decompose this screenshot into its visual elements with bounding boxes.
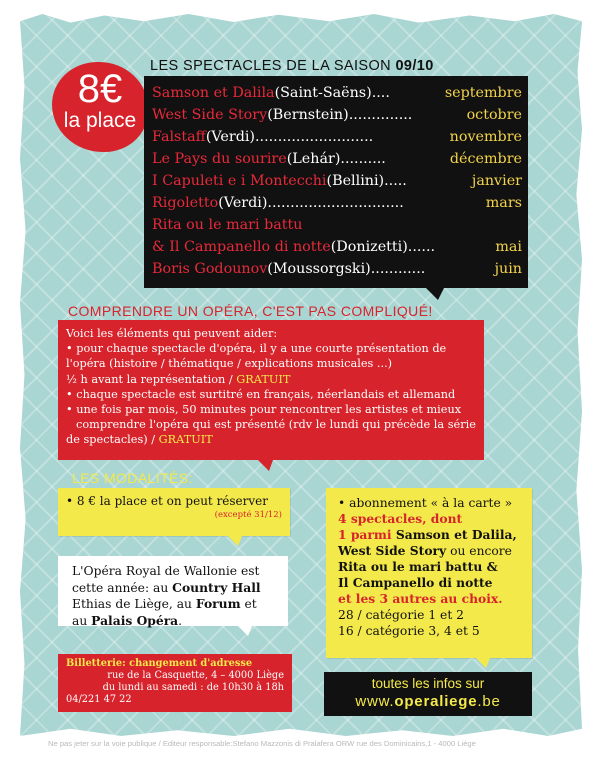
- comprendre-line: • pour chaque spectacle d'opéra, il y a une courte présentation de: [66, 342, 447, 356]
- shows-list: [144, 76, 528, 288]
- abonnement-box: [326, 488, 532, 658]
- show-name: Boris Godounov: [152, 261, 268, 277]
- website-prefix: www.: [355, 693, 395, 710]
- show-dots: ..........: [340, 151, 386, 167]
- show-name: West Side Story: [152, 107, 268, 123]
- show-month: juin: [494, 261, 522, 277]
- show-name: I Capuleti e i Montecchi: [152, 173, 327, 189]
- show-composer: (Lehár): [286, 151, 341, 167]
- show-row: [152, 214, 522, 236]
- website-name: operaliege: [394, 693, 478, 710]
- show-dots: ......: [407, 239, 436, 255]
- show-month: septembre: [444, 85, 522, 101]
- comprendre-line: comprendre l'opéra qui est présenté (rdv le lundi qui précède la série: [76, 418, 476, 432]
- show-row: [152, 192, 522, 214]
- footer-legal: Ne pas jeter sur la voie publique / Editeur responsable:Stefano Mazzonis di Pralafera ORW rue des Dominicains,1 - 4000 Liège: [48, 739, 476, 748]
- abonnement-show: Rita ou le mari battu &: [338, 559, 498, 574]
- abonnement-line: et les 3 autres au choix.: [338, 591, 503, 606]
- show-composer: (Bellini): [326, 173, 385, 189]
- show-dots: ..............: [348, 107, 413, 123]
- show-row: [152, 258, 522, 280]
- show-name: Le Pays du sourire: [152, 151, 287, 167]
- free-label: GRATUIT: [158, 433, 213, 447]
- venue-line: [72, 580, 274, 597]
- venue-text: cette année: au: [72, 580, 173, 595]
- show-row: [152, 236, 522, 258]
- website-link[interactable]: [328, 692, 528, 711]
- abonnement-line: [338, 543, 520, 559]
- venue-name: Forum: [195, 596, 241, 611]
- abonnement-line: • abonnement « à la carte »: [338, 496, 513, 510]
- show-month: octobre: [466, 107, 522, 123]
- show-dots: ..............................: [267, 195, 404, 211]
- show-composer: (Verdi): [205, 129, 255, 145]
- show-month: mai: [495, 239, 522, 255]
- season-title-year: 09/10: [395, 58, 434, 74]
- venue-text: Ethias de Liège, au: [72, 597, 196, 611]
- show-row: [152, 148, 522, 170]
- show-name: Samson et Dalila: [152, 85, 275, 101]
- venue-text: au: [72, 613, 92, 628]
- venue-line: [72, 613, 274, 630]
- infos-label: toutes les infos sur: [371, 676, 485, 691]
- price-badge-unit: la place: [63, 109, 137, 132]
- show-row: [152, 170, 522, 192]
- billetterie-phone: 04/221 47 22: [66, 694, 132, 705]
- comprendre-box: [58, 320, 484, 460]
- venue-text: et: [240, 597, 257, 611]
- show-month: novembre: [449, 129, 522, 145]
- price-info-note: (excepté 31/12): [214, 510, 282, 520]
- website-suffix: .be: [477, 693, 501, 710]
- venue-line: [72, 596, 274, 613]
- show-row: [152, 104, 522, 126]
- show-month: mars: [485, 195, 522, 211]
- free-label: GRATUIT: [236, 372, 291, 386]
- comprendre-line: [66, 372, 476, 387]
- comprendre-line: • une fois par mois, 50 minutes pour rencontrer les artistes et mieux: [66, 403, 462, 417]
- price-badge: [52, 62, 148, 152]
- venue-text: .: [178, 613, 183, 628]
- billetterie-title: Billetterie: changement d'adresse: [66, 658, 253, 669]
- abonnement-show: Il Campanello di notte: [338, 575, 493, 590]
- abonnement-line: [338, 575, 520, 591]
- show-composer: (Moussorgski): [267, 261, 371, 277]
- abonnement-emph: 1 parmi: [338, 527, 392, 542]
- show-row: [152, 126, 522, 148]
- price-info-box: [58, 488, 290, 536]
- comprendre-line: l'opéra (histoire / thématique / explications musicales ...): [66, 357, 393, 371]
- show-dots: .....: [384, 173, 407, 189]
- abonnement-line: 28 / catégorie 1 et 2: [338, 608, 465, 622]
- billetterie-address: rue de la Casquette, 4 – 4000 Liège: [107, 670, 284, 681]
- abonnement-line: [338, 559, 520, 575]
- show-name: Falstaff: [152, 129, 206, 145]
- abonnement-line: 4 spectacles, dont: [338, 511, 463, 526]
- show-composer: (Verdi): [218, 195, 268, 211]
- show-composer: (Saint-Saëns): [274, 85, 372, 101]
- venue-box: [58, 556, 288, 626]
- price-badge-price: 8€: [77, 67, 123, 111]
- show-composer: (Donizetti): [330, 239, 408, 255]
- season-title-prefix: LES SPECTACLES DE LA SAISON: [150, 58, 396, 74]
- billetterie-box: [58, 654, 292, 712]
- abonnement-line: [338, 527, 520, 543]
- venue-line: L'Opéra Royal de Wallonie est: [72, 564, 260, 578]
- abonnement-line: 16 / catégorie 3, 4 et 5: [338, 624, 480, 638]
- abonnement-show: Samson et Dalila,: [391, 527, 517, 542]
- show-dots: ............: [370, 261, 426, 277]
- comprendre-line-text: de spectacles) /: [66, 433, 159, 447]
- venue-name: Country Hall: [172, 579, 261, 595]
- show-row: [152, 82, 522, 104]
- billetterie-hours: du lundi au samedi : de 10h30 à 18h: [102, 682, 284, 693]
- show-dots: ..........................: [255, 129, 374, 145]
- show-month: décembre: [449, 151, 522, 167]
- show-name: Rita ou le mari battu: [152, 217, 303, 233]
- comprendre-line: [66, 432, 476, 447]
- comprendre-title: COMPRENDRE UN OPÉRA, C'EST PAS COMPLIQUÉ!: [68, 303, 433, 319]
- show-dots: ....: [371, 85, 390, 101]
- show-name: & Il Campanello di notte: [152, 239, 331, 255]
- modalites-title: LES MODALITÉS:: [72, 470, 193, 486]
- price-info-line: • 8 € la place et on peut réserver: [66, 494, 269, 508]
- abonnement-text: ou encore: [446, 544, 512, 558]
- infos-box: [324, 672, 532, 716]
- season-title: [150, 58, 530, 74]
- comprendre-line-text: ½ h avant la représentation /: [66, 372, 237, 386]
- abonnement-show: West Side Story: [338, 543, 447, 558]
- venue-name: Palais Opéra: [91, 612, 179, 628]
- show-composer: (Bernstein): [267, 107, 349, 123]
- show-name: Rigoletto: [152, 195, 219, 211]
- comprendre-line: • chaque spectacle est surtitré en français, néerlandais et allemand: [66, 387, 456, 401]
- comprendre-intro: Voici les éléments qui peuvent aider:: [66, 327, 278, 340]
- show-month: janvier: [471, 173, 522, 189]
